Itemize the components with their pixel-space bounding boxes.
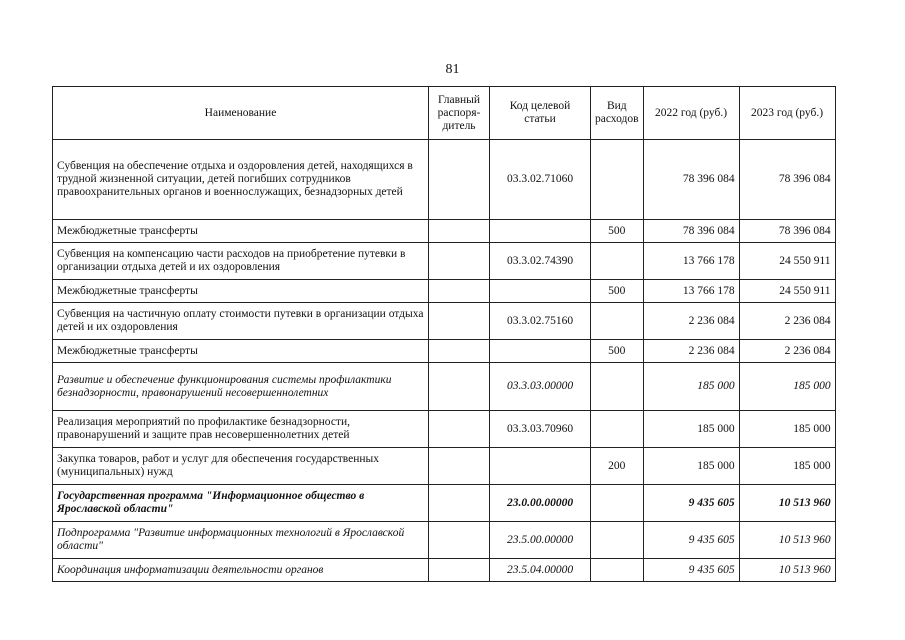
page-number: 81 — [445, 62, 460, 77]
cell-code: 03.3.02.75160 — [490, 303, 591, 340]
cell-2023: 10 513 960 — [739, 522, 835, 559]
table-row — [53, 363, 836, 411]
cell-expense-type: 200 — [591, 448, 644, 485]
cell-manager — [429, 140, 490, 220]
cell-expense-type: 500 — [591, 280, 644, 303]
cell-2022: 13 766 178 — [643, 280, 739, 303]
cell-2022: 185 000 — [643, 448, 739, 485]
cell-expense-type — [591, 243, 644, 280]
cell-2023: 185 000 — [739, 411, 835, 448]
cell-code — [490, 340, 591, 363]
cell-name: Реализация мероприятий по профилактике безнадзорности, правонарушений и защите прав несовершеннолетних детей — [53, 411, 429, 448]
cell-2023: 24 550 911 — [739, 243, 835, 280]
cell-expense-type — [591, 303, 644, 340]
cell-2022: 2 236 084 — [643, 303, 739, 340]
budget-table — [52, 86, 836, 582]
cell-name: Государственная программа "Информационное общество в Ярославской области" — [53, 485, 429, 522]
cell-expense-type — [591, 559, 644, 582]
cell-2023: 2 236 084 — [739, 303, 835, 340]
table-row — [53, 340, 836, 363]
cell-code: 03.3.03.00000 — [490, 363, 591, 411]
cell-manager — [429, 243, 490, 280]
cell-manager — [429, 340, 490, 363]
cell-name: Развитие и обеспечение функционирования системы профилактики безнадзорности, правонарушений несовершеннолетних — [53, 363, 429, 411]
cell-code: 03.3.02.71060 — [490, 140, 591, 220]
header-expense-type: Вид расходов — [591, 87, 644, 140]
header-code: Код целевой статьи — [490, 87, 591, 140]
cell-2022: 2 236 084 — [643, 340, 739, 363]
table-row — [53, 411, 836, 448]
cell-2022: 13 766 178 — [643, 243, 739, 280]
cell-code: 23.5.04.00000 — [490, 559, 591, 582]
cell-2023: 78 396 084 — [739, 140, 835, 220]
cell-2023: 10 513 960 — [739, 485, 835, 522]
cell-name: Подпрограмма "Развитие информационных технологий в Ярославской области" — [53, 522, 429, 559]
cell-2023: 78 396 084 — [739, 220, 835, 243]
cell-expense-type — [591, 363, 644, 411]
cell-name: Межбюджетные трансферты — [53, 220, 429, 243]
table-header-row — [53, 87, 836, 140]
table-row — [53, 448, 836, 485]
cell-name: Субвенция на частичную оплату стоимости путевки в организации отдыха детей и их оздоровления — [53, 303, 429, 340]
table-row — [53, 280, 836, 303]
cell-2022: 9 435 605 — [643, 485, 739, 522]
cell-manager — [429, 522, 490, 559]
table-body — [53, 140, 836, 582]
cell-2023: 185 000 — [739, 363, 835, 411]
cell-code — [490, 280, 591, 303]
table-row — [53, 140, 836, 220]
cell-code: 03.3.02.74390 — [490, 243, 591, 280]
cell-code: 23.5.00.00000 — [490, 522, 591, 559]
table-row — [53, 243, 836, 280]
cell-name: Субвенция на обеспечение отдыха и оздоровления детей, находящихся в трудной жизненной ситуации, детей погибших сотрудников правоохранительных органов и военнослужащих, безнадзорных детей — [53, 140, 429, 220]
cell-code — [490, 448, 591, 485]
cell-manager — [429, 559, 490, 582]
cell-2023: 10 513 960 — [739, 559, 835, 582]
header-name: Наименование — [53, 87, 429, 140]
cell-2023: 24 550 911 — [739, 280, 835, 303]
cell-name: Координация информатизации деятельности органов — [53, 559, 429, 582]
cell-2022: 78 396 084 — [643, 220, 739, 243]
table-row — [53, 303, 836, 340]
cell-name: Межбюджетные трансферты — [53, 280, 429, 303]
cell-expense-type — [591, 140, 644, 220]
header-2023: 2023 год (руб.) — [739, 87, 835, 140]
cell-manager — [429, 303, 490, 340]
cell-2022: 9 435 605 — [643, 559, 739, 582]
cell-code: 23.0.00.00000 — [490, 485, 591, 522]
header-manager: Главный распоря-дитель — [429, 87, 490, 140]
cell-expense-type — [591, 411, 644, 448]
header-2022: 2022 год (руб.) — [643, 87, 739, 140]
cell-2022: 185 000 — [643, 411, 739, 448]
cell-name: Закупка товаров, работ и услуг для обеспечения государственных (муниципальных) нужд — [53, 448, 429, 485]
cell-expense-type: 500 — [591, 340, 644, 363]
cell-2022: 185 000 — [643, 363, 739, 411]
cell-name: Субвенция на компенсацию части расходов на приобретение путевки в организации отдыха детей и их оздоровления — [53, 243, 429, 280]
cell-expense-type — [591, 522, 644, 559]
table-row — [53, 559, 836, 582]
cell-manager — [429, 220, 490, 243]
cell-manager — [429, 485, 490, 522]
cell-2023: 185 000 — [739, 448, 835, 485]
cell-2022: 9 435 605 — [643, 522, 739, 559]
cell-code: 03.3.03.70960 — [490, 411, 591, 448]
cell-2023: 2 236 084 — [739, 340, 835, 363]
cell-2022: 78 396 084 — [643, 140, 739, 220]
cell-expense-type — [591, 485, 644, 522]
table-row — [53, 220, 836, 243]
cell-manager — [429, 363, 490, 411]
cell-code — [490, 220, 591, 243]
table-row — [53, 485, 836, 522]
cell-manager — [429, 448, 490, 485]
cell-manager — [429, 411, 490, 448]
cell-manager — [429, 280, 490, 303]
table-row — [53, 522, 836, 559]
cell-name: Межбюджетные трансферты — [53, 340, 429, 363]
cell-expense-type: 500 — [591, 220, 644, 243]
